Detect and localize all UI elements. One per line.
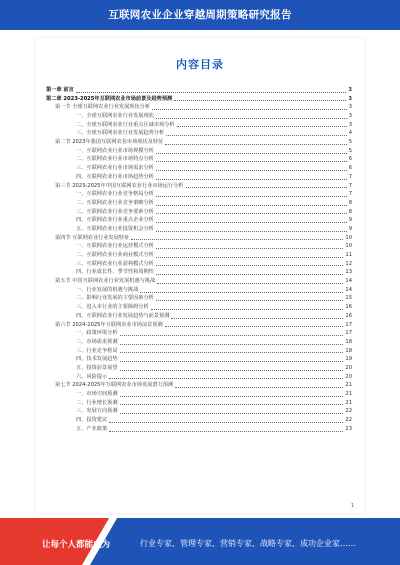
toc-entry[interactable] xyxy=(46,355,352,364)
toc-leader-dots xyxy=(120,412,344,414)
toc-leader-dots xyxy=(120,351,344,353)
toc-entry[interactable] xyxy=(46,425,352,434)
toc-title: 内容目录 xyxy=(176,58,224,71)
toc-entry-title: 一、互联网农业行业竞争格局分析 xyxy=(76,191,154,198)
toc-entry-title: 一、互联网农业行业市场规模分析 xyxy=(76,147,154,154)
toc-entry-title: 四、互联网农业行业重点企业分析 xyxy=(76,217,154,224)
toc-entry-title: 三、发展方向预测 xyxy=(76,408,118,415)
toc-entry[interactable] xyxy=(46,347,352,356)
toc-leader-dots xyxy=(175,386,343,388)
toc-entry[interactable] xyxy=(46,286,352,295)
toc-entry-title: 一、行业发展的机遇与挑战 xyxy=(76,286,139,293)
toc-entry-page: 3 xyxy=(348,86,352,93)
toc-entry-title: 三、互联网农业行业市场需求分析 xyxy=(76,165,154,172)
toc-entry-page: 23 xyxy=(345,425,352,432)
toc-leader-dots xyxy=(157,282,343,284)
document-page xyxy=(36,38,364,513)
toc-entry-page: 5 xyxy=(348,147,352,154)
toc-leader-dots xyxy=(120,403,344,405)
toc-leader-dots xyxy=(109,377,343,379)
toc-entry-page: 22 xyxy=(345,417,352,424)
toc-leader-dots xyxy=(120,360,344,362)
toc-entry-title: 一、互联网农业行业运营模式分析 xyxy=(76,243,154,250)
toc-entry-page: 20 xyxy=(345,373,352,380)
page-number: 1 xyxy=(350,503,354,509)
toc-entry[interactable] xyxy=(46,268,352,277)
toc-leader-dots xyxy=(156,204,347,206)
toc-leader-dots xyxy=(156,247,344,249)
toc-entry-title: 三、全球互联网农业行业发展趋势分析 xyxy=(76,130,165,137)
toc-entry-title: 第三节 2023-2025年中国互联网农业行业市场运行分析 xyxy=(55,182,184,189)
toc-entry-title: 一、政策环境分析 xyxy=(76,330,118,337)
toc-entry-title: 二、影响行业发展的主要因素分析 xyxy=(76,295,154,302)
toc-leader-dots xyxy=(156,117,347,119)
toc-entry-title: 第一节 全球互联网农业行业发展现状分析 xyxy=(55,104,151,111)
toc-entry-title: 二、互联网农业行业商业模式分析 xyxy=(76,252,154,259)
toc-entry-page: 19 xyxy=(345,356,352,363)
toc-entry[interactable] xyxy=(46,208,352,217)
toc-leader-dots xyxy=(109,430,343,432)
toc-entry-page: 12 xyxy=(345,260,352,267)
toc-entry-page: 5 xyxy=(348,139,352,146)
toc-leader-dots xyxy=(140,291,343,293)
toc-leader-dots xyxy=(156,160,347,162)
toc-leader-dots xyxy=(174,99,346,101)
toc-entry-page: 3 xyxy=(348,113,352,120)
toc-leader-dots xyxy=(156,264,344,266)
toc-entry[interactable] xyxy=(46,95,352,104)
toc-leader-dots xyxy=(165,325,344,327)
toc-leader-dots xyxy=(120,334,344,336)
footer-roles: 行业专家、管理专家、营销专家、战略专家、成功企业家…… xyxy=(140,539,356,548)
toc-entry-page: 10 xyxy=(345,243,352,250)
toc-entry-page: 9 xyxy=(348,217,352,224)
toc-entry[interactable] xyxy=(46,277,352,286)
table-of-contents xyxy=(46,86,352,434)
toc-entry-page: 20 xyxy=(345,364,352,371)
toc-entry[interactable] xyxy=(46,112,352,121)
toc-entry-page: 13 xyxy=(345,269,352,276)
toc-entry[interactable] xyxy=(46,190,352,199)
toc-leader-dots xyxy=(131,238,343,240)
toc-entry[interactable] xyxy=(46,156,352,165)
toc-entry[interactable] xyxy=(46,321,352,330)
toc-entry-title: 四、互联网农业行业发展趋势与前景预测 xyxy=(76,312,170,319)
toc-leader-dots xyxy=(156,212,347,214)
toc-entry[interactable] xyxy=(46,103,352,112)
toc-entry-page: 14 xyxy=(345,286,352,293)
toc-leader-dots xyxy=(156,152,347,154)
toc-entry-title: 二、全球互联网农业行业重点区域市场分析 xyxy=(76,121,175,128)
toc-entry[interactable] xyxy=(46,242,352,251)
toc-leader-dots xyxy=(156,230,347,232)
toc-entry-title: 三、行业竞争格局 xyxy=(76,347,118,354)
toc-leader-dots xyxy=(171,317,343,319)
toc-entry-title: 一、全球互联网农业行业发展现状 xyxy=(76,113,154,120)
toc-leader-dots xyxy=(156,299,344,301)
toc-entry[interactable] xyxy=(46,390,352,399)
toc-entry-page: 8 xyxy=(348,208,352,215)
toc-entry-title: 第一章 前言 xyxy=(46,86,74,93)
toc-entry-page: 18 xyxy=(345,338,352,345)
toc-entry[interactable] xyxy=(46,407,352,416)
toc-entry-page: 21 xyxy=(345,382,352,389)
toc-entry-page: 7 xyxy=(348,191,352,198)
toc-entry-title: 四、互联网农业行业市场趋势分析 xyxy=(76,173,154,180)
toc-leader-dots xyxy=(165,143,346,145)
toc-leader-dots xyxy=(120,343,344,345)
toc-leader-dots xyxy=(177,125,347,127)
toc-entry[interactable] xyxy=(46,373,352,382)
toc-entry-page: 10 xyxy=(345,234,352,241)
toc-entry-title: 三、互联网农业行业盈利模式分析 xyxy=(76,260,154,267)
toc-entry[interactable] xyxy=(46,199,352,208)
toc-entry-title: 二、互联网农业行业市场特点分析 xyxy=(76,156,154,163)
toc-entry-title: 第四节 互联网农业行业发展特征 xyxy=(55,234,130,241)
toc-entry-title: 六、风险提示 xyxy=(76,373,108,380)
toc-entry[interactable] xyxy=(46,129,352,138)
toc-entry-page: 6 xyxy=(348,165,352,172)
toc-entry[interactable] xyxy=(46,260,352,269)
toc-entry[interactable] xyxy=(46,138,352,147)
toc-entry-title: 四、技术发展趋势 xyxy=(76,356,118,363)
toc-entry-page: 8 xyxy=(348,199,352,206)
toc-leader-dots xyxy=(156,256,344,258)
toc-entry-title: 二、行业增长预测 xyxy=(76,399,118,406)
toc-entry-page: 15 xyxy=(345,295,352,302)
toc-entry-title: 三、进入本行业的主要障碍分析 xyxy=(76,304,149,311)
toc-entry-page: 21 xyxy=(345,391,352,398)
toc-entry[interactable] xyxy=(46,173,352,182)
toc-entry-page: 4 xyxy=(348,130,352,137)
toc-entry-page: 6 xyxy=(348,156,352,163)
toc-entry[interactable] xyxy=(46,381,352,390)
toc-leader-dots xyxy=(156,221,347,223)
toc-entry-title: 第二章 2023-2025年互联网农业市场前景及趋势预测 xyxy=(46,95,173,102)
toc-entry[interactable] xyxy=(46,399,352,408)
toc-leader-dots xyxy=(152,108,347,110)
toc-entry[interactable] xyxy=(46,147,352,156)
toc-leader-dots xyxy=(156,195,347,197)
toc-entry[interactable] xyxy=(46,416,352,425)
toc-leader-dots xyxy=(120,395,344,397)
toc-entry-page: 17 xyxy=(345,330,352,337)
toc-entry-title: 三、互联网农业行业竞争要素分析 xyxy=(76,208,154,215)
toc-entry-title: 第七节 2024-2025年互联网农业市场发展潜力预测 xyxy=(55,382,174,389)
toc-entry[interactable] xyxy=(46,338,352,347)
toc-entry-page: 17 xyxy=(345,321,352,328)
toc-entry-title: 一、市场空间预测 xyxy=(76,391,118,398)
toc-leader-dots xyxy=(186,186,347,188)
toc-entry-title: 五、投资前景展望 xyxy=(76,364,118,371)
toc-entry[interactable] xyxy=(46,303,352,312)
toc-entry-title: 五、互联网农业行业投资机会分析 xyxy=(76,225,154,232)
toc-entry-page: 21 xyxy=(345,399,352,406)
toc-entry-page: 16 xyxy=(345,312,352,319)
toc-entry-title: 四、投资建议 xyxy=(76,417,108,424)
toc-leader-dots xyxy=(156,273,344,275)
toc-entry[interactable] xyxy=(46,216,352,225)
toc-leader-dots xyxy=(76,91,347,93)
toc-entry[interactable] xyxy=(46,251,352,260)
toc-entry-page: 16 xyxy=(345,304,352,311)
footer-slogan: 让每个人都能成为 xyxy=(42,540,111,550)
toc-leader-dots xyxy=(109,421,343,423)
toc-entry-page: 3 xyxy=(348,95,352,102)
toc-entry[interactable] xyxy=(46,312,352,321)
toc-entry[interactable] xyxy=(46,121,352,130)
report-title: 互联网农业企业穿越周期策略研究报告 xyxy=(108,9,292,21)
toc-entry[interactable] xyxy=(46,164,352,173)
toc-entry-page: 3 xyxy=(348,121,352,128)
toc-entry[interactable] xyxy=(46,225,352,234)
toc-entry-page: 18 xyxy=(345,347,352,354)
toc-entry[interactable] xyxy=(46,295,352,304)
toc-entry-title: 二、市场需求预测 xyxy=(76,338,118,345)
toc-leader-dots xyxy=(156,178,347,180)
toc-entry[interactable] xyxy=(46,364,352,373)
toc-entry-title: 第五节 中国互联网农业行业发展机遇与挑战 xyxy=(55,278,156,285)
toc-entry-title: 五、产业政策 xyxy=(76,425,108,432)
toc-leader-dots xyxy=(120,369,344,371)
toc-leader-dots xyxy=(156,169,347,171)
toc-entry-page: 9 xyxy=(348,225,352,232)
toc-entry-title: 四、行业成长性、季节性和周期性 xyxy=(76,269,154,276)
toc-entry-title: 第六节 2024-2025年互联网农业市场前景预测 xyxy=(55,321,163,328)
toc-entry-page: 22 xyxy=(345,408,352,415)
toc-entry-title: 二、互联网农业行业竞争策略分析 xyxy=(76,199,154,206)
toc-entry[interactable] xyxy=(46,234,352,243)
toc-entry-page: 7 xyxy=(348,182,352,189)
toc-entry-page: 14 xyxy=(345,278,352,285)
toc-entry-title: 第二节 2023年我国互联网农业市场现状及特征 xyxy=(55,139,164,146)
toc-leader-dots xyxy=(151,308,344,310)
toc-entry-page: 11 xyxy=(345,252,352,259)
toc-leader-dots xyxy=(166,134,346,136)
toc-entry[interactable] xyxy=(46,182,352,191)
toc-entry[interactable] xyxy=(46,329,352,338)
toc-entry[interactable] xyxy=(46,86,352,95)
toc-entry-page: 7 xyxy=(348,173,352,180)
toc-entry-page: 3 xyxy=(348,104,352,111)
